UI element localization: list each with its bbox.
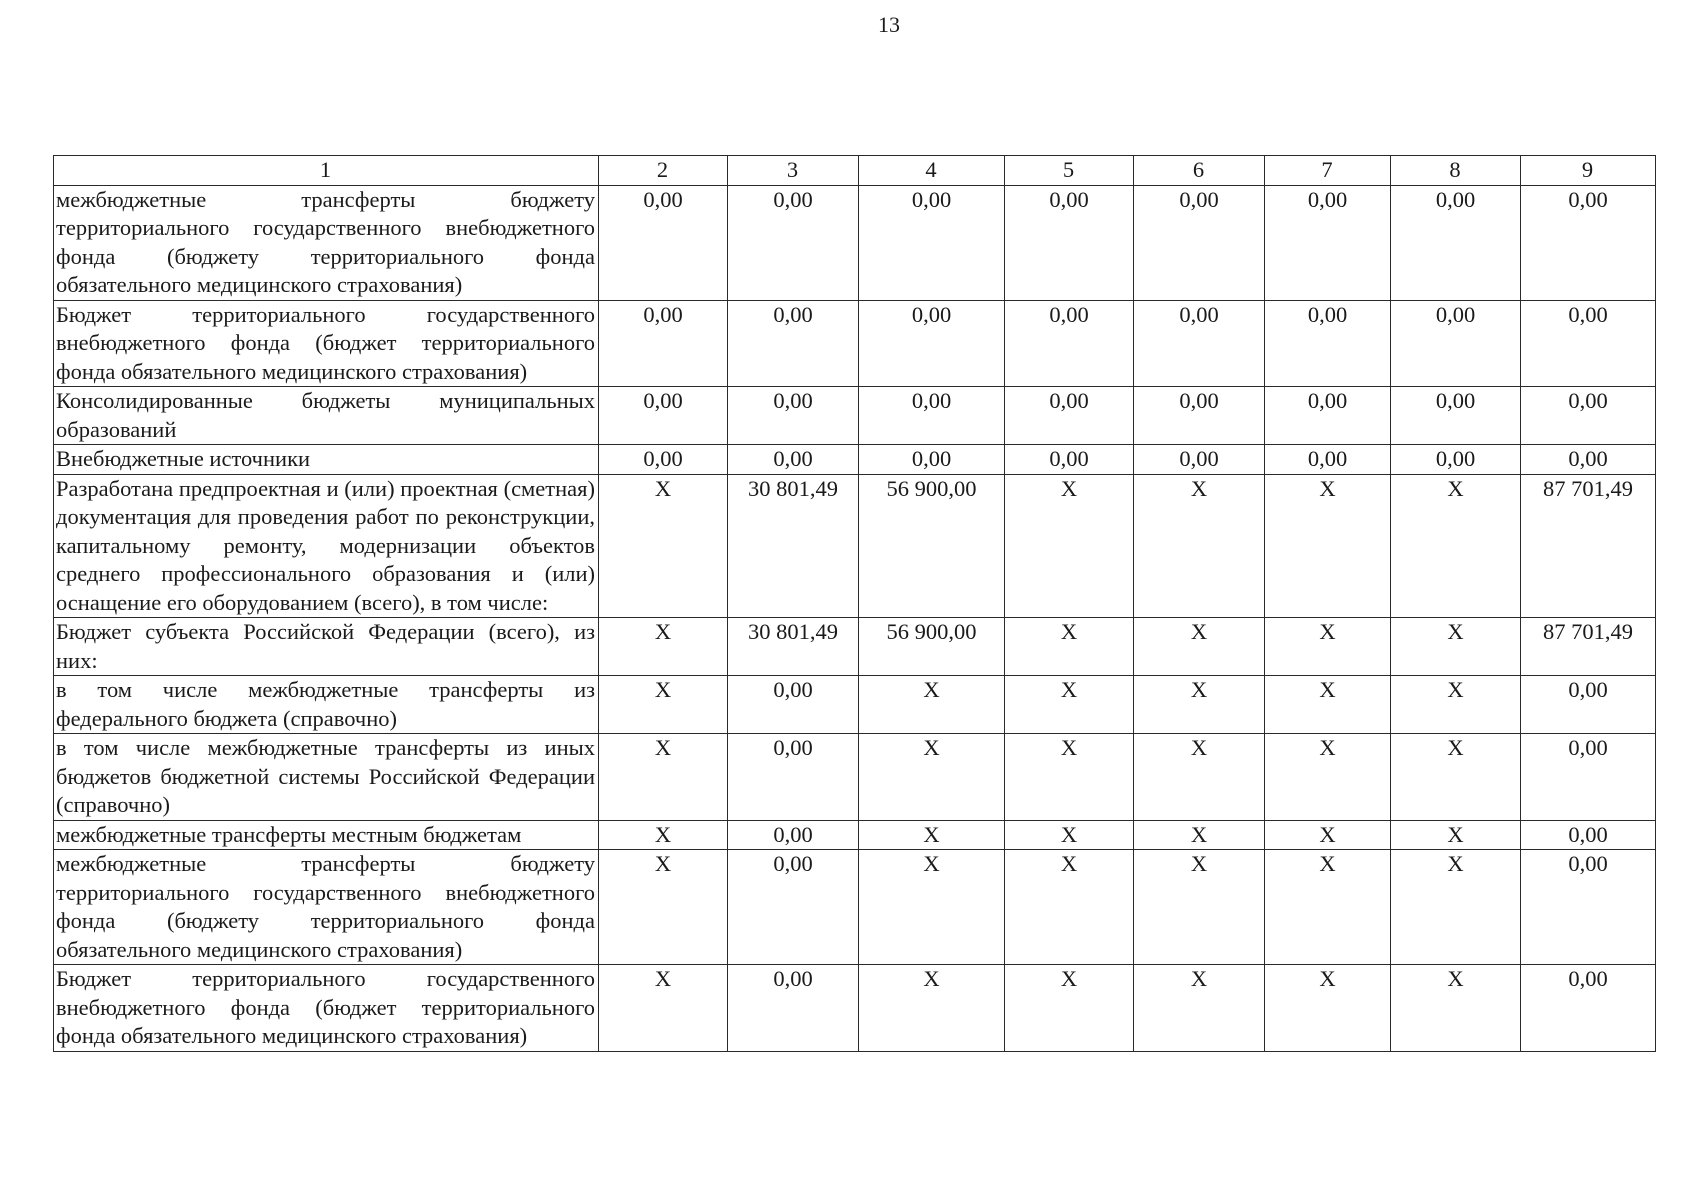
value-cell: 0,00 xyxy=(728,387,859,445)
value-cell: Х xyxy=(599,734,728,821)
value-cell: Х xyxy=(1265,618,1391,676)
row-label: в том числе межбюджетные трансферты из федерального бюджета (справочно) xyxy=(54,676,599,734)
value-cell: Х xyxy=(859,850,1005,965)
value-cell: 0,00 xyxy=(1005,445,1134,475)
value-cell: 0,00 xyxy=(728,734,859,821)
value-cell: 0,00 xyxy=(1521,965,1656,1052)
column-header: 8 xyxy=(1391,156,1521,186)
value-cell: 0,00 xyxy=(728,185,859,300)
row-label: Бюджет территориального государственного внебюджетного фонда (бюджет территориального фонда обязательного медицинского страхования) xyxy=(54,965,599,1052)
value-cell: 0,00 xyxy=(859,445,1005,475)
value-cell: 0,00 xyxy=(1521,734,1656,821)
value-cell: 0,00 xyxy=(599,387,728,445)
value-cell: Х xyxy=(1134,734,1265,821)
value-cell: 0,00 xyxy=(1265,300,1391,387)
value-cell: 0,00 xyxy=(728,300,859,387)
value-cell: Х xyxy=(1391,618,1521,676)
table-row xyxy=(54,850,1656,965)
value-cell: Х xyxy=(1134,474,1265,618)
value-cell: 0,00 xyxy=(1134,185,1265,300)
value-cell: 0,00 xyxy=(1391,445,1521,475)
value-cell: 0,00 xyxy=(728,850,859,965)
column-header: 3 xyxy=(728,156,859,186)
row-label: Бюджет территориального государственного внебюджетного фонда (бюджет территориального фонда обязательного медицинского страхования) xyxy=(54,300,599,387)
value-cell: 0,00 xyxy=(599,445,728,475)
column-header: 9 xyxy=(1521,156,1656,186)
value-cell: Х xyxy=(1391,474,1521,618)
value-cell: 0,00 xyxy=(1265,185,1391,300)
table-row xyxy=(54,965,1656,1052)
value-cell: Х xyxy=(859,965,1005,1052)
value-cell: Х xyxy=(1265,965,1391,1052)
row-label: в том числе межбюджетные трансферты из иных бюджетов бюджетной системы Российской Федерации (справочно) xyxy=(54,734,599,821)
value-cell: Х xyxy=(599,474,728,618)
value-cell: Х xyxy=(1134,820,1265,850)
value-cell: Х xyxy=(859,734,1005,821)
value-cell: Х xyxy=(1005,965,1134,1052)
value-cell: Х xyxy=(599,965,728,1052)
value-cell: Х xyxy=(1005,676,1134,734)
value-cell: 0,00 xyxy=(859,185,1005,300)
value-cell: 0,00 xyxy=(1391,300,1521,387)
value-cell: Х xyxy=(1005,474,1134,618)
budget-table xyxy=(53,155,1656,1052)
value-cell: 87 701,49 xyxy=(1521,618,1656,676)
value-cell: 0,00 xyxy=(1134,300,1265,387)
table-row xyxy=(54,676,1656,734)
column-header: 2 xyxy=(599,156,728,186)
table-row xyxy=(54,474,1656,618)
value-cell: 0,00 xyxy=(1005,300,1134,387)
value-cell: Х xyxy=(1005,820,1134,850)
row-label: межбюджетные трансферты бюджету территориального государственного внебюджетного фонда (бюджету территориального фонда обязательного медицинского страхования) xyxy=(54,185,599,300)
row-label: Разработана предпроектная и (или) проектная (сметная) документация для проведения работ по реконструкции, капитальному ремонту, модернизации объектов среднего профессионального образования и (или) оснащение его оборудованием (всего), в том числе: xyxy=(54,474,599,618)
value-cell: Х xyxy=(599,618,728,676)
value-cell: 0,00 xyxy=(1391,185,1521,300)
value-cell: Х xyxy=(1391,676,1521,734)
value-cell: 0,00 xyxy=(1265,387,1391,445)
value-cell: Х xyxy=(1265,734,1391,821)
value-cell: 0,00 xyxy=(859,387,1005,445)
value-cell: Х xyxy=(859,676,1005,734)
value-cell: Х xyxy=(1391,850,1521,965)
value-cell: Х xyxy=(1134,965,1265,1052)
table-row xyxy=(54,734,1656,821)
value-cell: Х xyxy=(1391,820,1521,850)
page-number: 13 xyxy=(878,12,900,37)
table-body xyxy=(54,156,1656,1052)
value-cell: 0,00 xyxy=(599,185,728,300)
value-cell: 0,00 xyxy=(728,965,859,1052)
value-cell: Х xyxy=(1265,474,1391,618)
column-header: 1 xyxy=(54,156,599,186)
table-row xyxy=(54,618,1656,676)
value-cell: 0,00 xyxy=(1521,850,1656,965)
value-cell: 56 900,00 xyxy=(859,618,1005,676)
value-cell: 0,00 xyxy=(1005,185,1134,300)
table-row xyxy=(54,185,1656,300)
value-cell: Х xyxy=(1005,618,1134,676)
row-label: Консолидированные бюджеты муниципальных образований xyxy=(54,387,599,445)
value-cell: 0,00 xyxy=(728,445,859,475)
value-cell: Х xyxy=(599,676,728,734)
value-cell: Х xyxy=(1265,676,1391,734)
value-cell: Х xyxy=(859,820,1005,850)
value-cell: 30 801,49 xyxy=(728,618,859,676)
value-cell: 0,00 xyxy=(728,676,859,734)
value-cell: Х xyxy=(1265,820,1391,850)
value-cell: 0,00 xyxy=(599,300,728,387)
column-header: 4 xyxy=(859,156,1005,186)
value-cell: 0,00 xyxy=(859,300,1005,387)
table-row xyxy=(54,387,1656,445)
value-cell: Х xyxy=(1134,618,1265,676)
row-label: Внебюджетные источники xyxy=(54,445,599,475)
value-cell: 0,00 xyxy=(728,820,859,850)
value-cell: 0,00 xyxy=(1521,300,1656,387)
column-header: 6 xyxy=(1134,156,1265,186)
row-label: межбюджетные трансферты местным бюджетам xyxy=(54,820,599,850)
value-cell: 0,00 xyxy=(1521,387,1656,445)
value-cell: Х xyxy=(1391,734,1521,821)
header-row xyxy=(54,156,1656,186)
row-label: Бюджет субъекта Российской Федерации (всего), из них: xyxy=(54,618,599,676)
table-row xyxy=(54,820,1656,850)
value-cell: 0,00 xyxy=(1521,185,1656,300)
value-cell: 0,00 xyxy=(1005,387,1134,445)
table-row xyxy=(54,445,1656,475)
value-cell: 0,00 xyxy=(1391,387,1521,445)
value-cell: Х xyxy=(1265,850,1391,965)
value-cell: Х xyxy=(1005,734,1134,821)
value-cell: Х xyxy=(1134,676,1265,734)
value-cell: 0,00 xyxy=(1265,445,1391,475)
value-cell: Х xyxy=(1391,965,1521,1052)
value-cell: Х xyxy=(1134,850,1265,965)
value-cell: 0,00 xyxy=(1521,676,1656,734)
table-row xyxy=(54,300,1656,387)
value-cell: 0,00 xyxy=(1134,387,1265,445)
value-cell: 0,00 xyxy=(1134,445,1265,475)
value-cell: 0,00 xyxy=(1521,820,1656,850)
value-cell: 56 900,00 xyxy=(859,474,1005,618)
row-label: межбюджетные трансферты бюджету территориального государственного внебюджетного фонда (бюджету территориального фонда обязательного медицинского страхования) xyxy=(54,850,599,965)
value-cell: Х xyxy=(599,820,728,850)
value-cell: Х xyxy=(1005,850,1134,965)
value-cell: Х xyxy=(599,850,728,965)
value-cell: 87 701,49 xyxy=(1521,474,1656,618)
column-header: 7 xyxy=(1265,156,1391,186)
column-header: 5 xyxy=(1005,156,1134,186)
value-cell: 30 801,49 xyxy=(728,474,859,618)
value-cell: 0,00 xyxy=(1521,445,1656,475)
